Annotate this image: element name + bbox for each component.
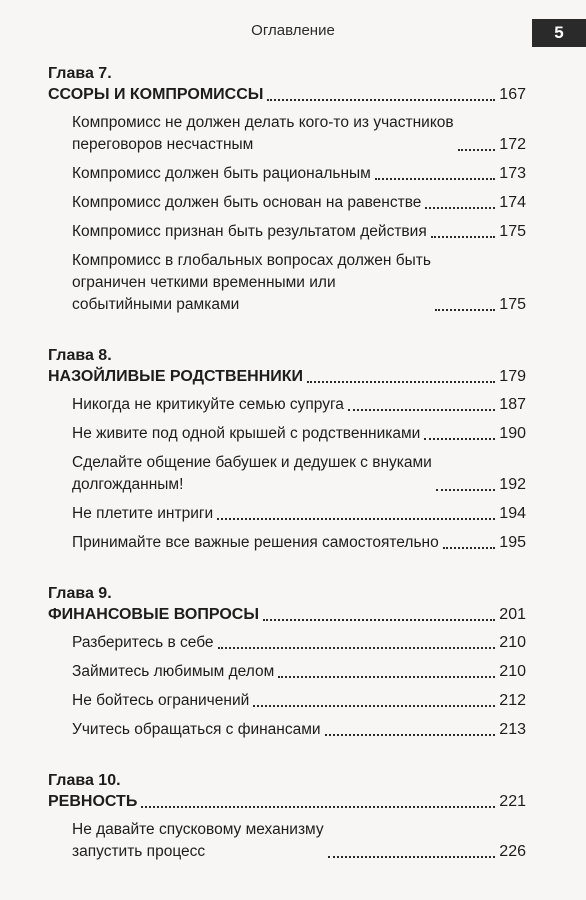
toc-entry-line: событийными рамками <box>72 296 240 313</box>
toc-entry-line: Компромисс должен быть основан на равенстве <box>72 194 422 211</box>
table-of-contents <box>48 64 526 893</box>
chapter-page-number: 167 <box>499 86 526 103</box>
toc-entry-line: ограничен четкими временными или <box>72 274 336 291</box>
dot-leader <box>436 488 495 491</box>
toc-entry-page-number: 213 <box>499 721 526 738</box>
toc-entry[interactable] <box>48 632 526 654</box>
chapter-title: ССОРЫ И КОМПРОМИССЫ <box>48 86 264 103</box>
toc-entry-text <box>72 221 427 243</box>
toc-entry-page-number: 173 <box>499 165 526 182</box>
chapter-section <box>48 771 526 863</box>
dot-leader <box>263 618 495 621</box>
toc-entry[interactable] <box>48 221 526 243</box>
toc-entry-page-number: 195 <box>499 534 526 551</box>
chapter-section <box>48 64 526 316</box>
toc-entry-line: Компромисс не должен делать кого-то из участников <box>72 114 454 131</box>
toc-entry-text <box>72 192 421 214</box>
toc-entry[interactable] <box>48 690 526 712</box>
running-header-title: Оглавление <box>251 22 335 39</box>
chapter-title-row[interactable] <box>48 366 526 388</box>
toc-entry[interactable] <box>48 192 526 214</box>
toc-entry-text <box>72 690 249 712</box>
chapter-title-row[interactable] <box>48 84 526 106</box>
toc-entry[interactable] <box>48 452 526 496</box>
toc-entry-line: Не плетите интриги <box>72 505 214 522</box>
toc-entry-line: Компромисс признан быть результатом действия <box>72 223 427 240</box>
dot-leader <box>348 408 495 411</box>
dot-leader <box>307 380 495 383</box>
toc-entry-text <box>72 632 214 654</box>
toc-entry-line: запустить процесс <box>72 843 206 860</box>
toc-entry[interactable] <box>48 719 526 741</box>
toc-entry-text <box>72 719 321 741</box>
toc-entry-page-number: 212 <box>499 692 526 709</box>
toc-entry-page-number: 174 <box>499 194 526 211</box>
toc-entry-page-number: 226 <box>499 843 526 860</box>
toc-entry[interactable] <box>48 112 526 156</box>
dot-leader <box>218 646 496 649</box>
toc-entry-page-number: 175 <box>499 223 526 240</box>
toc-entry-text <box>72 532 439 554</box>
toc-entry-page-number: 210 <box>499 663 526 680</box>
dot-leader <box>458 148 496 151</box>
dot-leader <box>443 546 496 549</box>
toc-entry-line: Сделайте общение бабушек и дедушек с внуками <box>72 454 432 471</box>
chapter-section <box>48 346 526 554</box>
dot-leader <box>217 517 495 520</box>
chapter-title: РЕВНОСТЬ <box>48 793 138 810</box>
dot-leader <box>328 855 496 858</box>
chapter-title: ФИНАНСОВЫЕ ВОПРОСЫ <box>48 606 259 623</box>
toc-entry-line: Компромисс в глобальных вопросах должен быть <box>72 252 431 269</box>
chapter-title-row[interactable] <box>48 791 526 813</box>
toc-entry-line: Займитесь любимым делом <box>72 663 275 680</box>
dot-leader <box>267 98 495 101</box>
dot-leader <box>435 308 495 311</box>
chapter-page-number: 221 <box>499 793 526 810</box>
toc-entry-line: переговоров несчастным <box>72 136 254 153</box>
toc-entry-line: Принимайте все важные решения самостоятельно <box>72 534 439 551</box>
chapter-section <box>48 584 526 741</box>
dot-leader <box>278 675 495 678</box>
chapter-page-number: 201 <box>499 606 526 623</box>
dot-leader <box>141 805 495 808</box>
toc-entry-line: Учитесь обращаться с финансами <box>72 721 321 738</box>
toc-entry[interactable] <box>48 250 526 316</box>
toc-entry-text <box>72 503 213 525</box>
toc-entry-text <box>72 819 324 863</box>
toc-entry-line: Не бойтесь ограничений <box>72 692 250 709</box>
toc-entry-line: долгожданным! <box>72 476 184 493</box>
chapter-page-number: 179 <box>499 368 526 385</box>
toc-entry-text <box>72 452 432 496</box>
toc-entry-text <box>72 423 420 445</box>
toc-entry[interactable] <box>48 163 526 185</box>
chapter-title-row[interactable] <box>48 604 526 626</box>
toc-entry[interactable] <box>48 503 526 525</box>
toc-entry-page-number: 172 <box>499 136 526 153</box>
toc-entry[interactable] <box>48 423 526 445</box>
toc-entry-page-number: 175 <box>499 296 526 313</box>
dot-leader <box>375 177 495 180</box>
toc-entry[interactable] <box>48 532 526 554</box>
toc-entry-text <box>72 250 431 316</box>
page-number-badge: 5 <box>532 19 586 47</box>
toc-entry[interactable] <box>48 819 526 863</box>
toc-entry[interactable] <box>48 394 526 416</box>
toc-entry-line: Не живите под одной крышей с родственниками <box>72 425 421 442</box>
toc-entry-text <box>72 163 371 185</box>
toc-entry-page-number: 187 <box>499 396 526 413</box>
chapter-label: Глава 9. <box>48 585 112 602</box>
toc-entry-text <box>72 112 454 156</box>
toc-entry-text <box>72 394 344 416</box>
chapter-label: Глава 10. <box>48 772 121 789</box>
dot-leader <box>424 437 495 440</box>
toc-entry-line: Не давайте спусковому механизму <box>72 821 324 838</box>
toc-entry-line: Компромисс должен быть рациональным <box>72 165 371 182</box>
toc-entry-text <box>72 661 274 683</box>
chapter-label: Глава 7. <box>48 65 112 82</box>
toc-entry-page-number: 194 <box>499 505 526 522</box>
chapter-label: Глава 8. <box>48 347 112 364</box>
toc-entry-page-number: 192 <box>499 476 526 493</box>
toc-entry-line: Никогда не критикуйте семью супруга <box>72 396 344 413</box>
toc-entry[interactable] <box>48 661 526 683</box>
toc-entry-page-number: 210 <box>499 634 526 651</box>
toc-entry-line: Разберитесь в себе <box>72 634 214 651</box>
dot-leader <box>325 733 496 736</box>
dot-leader <box>425 206 495 209</box>
dot-leader <box>431 235 496 238</box>
toc-entry-page-number: 190 <box>499 425 526 442</box>
chapter-title: НАЗОЙЛИВЫЕ РОДСТВЕННИКИ <box>48 368 304 385</box>
dot-leader <box>253 704 495 707</box>
